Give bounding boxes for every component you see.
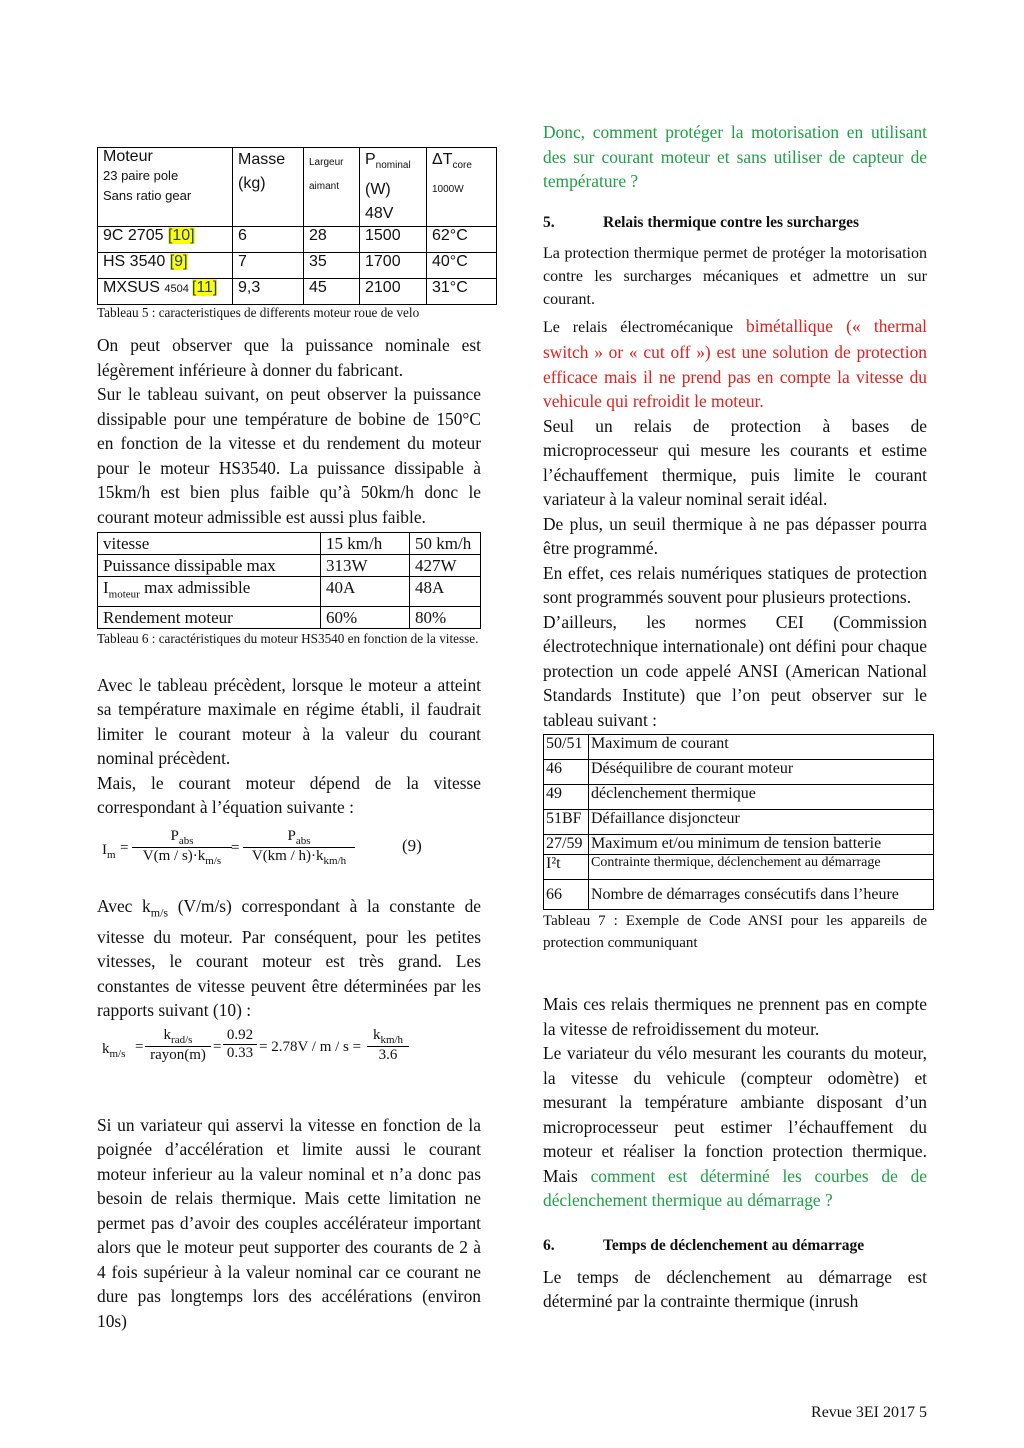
table-cell: 27/59 (544, 835, 589, 855)
equation-number: (9) (402, 835, 422, 855)
eq-lhs: k (102, 1040, 110, 1057)
text: Le relais électromécanique (543, 318, 746, 336)
eq-sign: = (231, 839, 240, 856)
text-sub: m/s (150, 905, 169, 920)
numerator: k (163, 1026, 172, 1043)
header-p: P (365, 151, 376, 168)
table-row (98, 577, 481, 606)
table-header-cell (304, 148, 360, 227)
paragraph (543, 314, 927, 414)
fraction (223, 1027, 257, 1062)
table-cell: Puissance dissipable max (98, 555, 321, 577)
header-masse: Masse (238, 151, 286, 168)
table-7 (543, 734, 934, 910)
table-cell: 46 (544, 760, 589, 785)
left-column (97, 120, 481, 1333)
table-cell: 45 (304, 279, 360, 305)
highlight-text-green: comment est déterminé les courbes de de déclenchement thermique au démarrage ? (543, 1165, 927, 1210)
paragraph (543, 1041, 927, 1213)
table-row (98, 533, 481, 555)
numerator: P (170, 827, 179, 844)
paragraph: Mais ces relais thermiques ne prennent pas en compte la vitesse de refroidissement du moteur. (543, 994, 927, 1039)
table-cell: 50 km/h (410, 533, 481, 555)
motor-name-small: 4504 (164, 283, 192, 296)
eq-sign: = (120, 839, 129, 856)
fraction (367, 1027, 409, 1064)
paragraph: Seul un relais de protection à bases de microprocesseur qui mesure les courants et estime l’échauffement thermique, puis limite le courant variateur à la valeur nominal serait idéal. (543, 415, 927, 509)
table-cell: 31°C (427, 279, 497, 305)
table-row (98, 253, 497, 279)
eq-lhs-sub: m/s (109, 1047, 126, 1060)
table-row (544, 855, 934, 880)
paragraph: En effet, ces relais numériques statiques de protection sont programmés souvent pour plusieurs protections. (543, 562, 927, 607)
table-cell: 2100 (360, 279, 427, 305)
table-cell: 50/51 (544, 735, 589, 760)
table-cell: 427W (410, 555, 481, 577)
table-header-cell (360, 148, 427, 227)
header-aimant: aimant (309, 181, 340, 192)
section-5-heading (543, 214, 927, 232)
table-row (98, 148, 497, 227)
text: Le variateur du vélo mesurant les courants du moteur, la vitesse du vehicule (compteur odomètre) et mesurant la température ambiante disposant d’un microprocesseur peut estimer l’échauffement du moteur et réaliser la fonction protection thermique. Mais (543, 1043, 927, 1186)
denominator: 3.6 (378, 1046, 398, 1063)
table-cell: 48A (410, 577, 481, 606)
header-dt-sub: core (452, 160, 472, 172)
motor-name: 9C 2705 (103, 227, 168, 245)
table-cell: Défaillance disjoncteur (589, 810, 934, 835)
label-i: I (103, 578, 109, 598)
label-i-sub: moteur (108, 588, 140, 601)
table-cell: 313W (321, 555, 410, 577)
page-footer: Revue 3EI 2017 5 (811, 1404, 927, 1421)
eq-lhs: I (102, 841, 107, 858)
denominator: V(km / h)·k (251, 847, 324, 864)
table-cell (98, 279, 233, 305)
paragraph: Avec le tableau précèdent, lorsque le moteur a atteint sa température maximale en régime établi, il faudrait limiter le courant moteur à la valeur du courant nominal précèdent. (97, 674, 481, 769)
table-cell (98, 577, 321, 606)
denominator-sub: m/s (205, 854, 222, 867)
text: Avec k (97, 895, 151, 916)
table-cell (98, 227, 233, 253)
table-cell: 1500 (360, 227, 427, 253)
eq-sign: = (135, 1038, 144, 1055)
table-row (98, 555, 481, 577)
numerator: k (372, 1026, 381, 1043)
header-dt: ΔT (432, 151, 453, 168)
header-moteur-sub: 23 paire pole (103, 168, 179, 183)
label-rest: max admissible (139, 578, 251, 598)
section-title: Relais thermique contre les surcharges (603, 213, 859, 231)
section-6-heading (543, 1237, 927, 1255)
table-5 (97, 147, 497, 305)
paragraph: De plus, un seuil thermique à ne pas dépasser pourra être programmé. (543, 513, 927, 558)
paragraph: On peut observer que la puissance nominale est légèrement inférieure à donner du fabricant. (97, 335, 481, 380)
table-7-caption: Tableau 7 : Exemple de Code ANSI pour les appareils de protection communiquant (543, 913, 927, 951)
header-p-sub: nominal (375, 160, 411, 172)
fraction (132, 828, 232, 867)
highlight-text-red: bimétallique (« thermal switch » or « cut off ») est une solution de protection efficace mais il ne prend pas en compte la vitesse du vehicule qui refroidit le moteur. (543, 315, 927, 411)
paragraph: La protection thermique permet de protéger la motorisation contre les surcharges mécaniques et admettre un sur courant. (543, 244, 927, 308)
table-cell: Maximum et/ou minimum de tension batterie (589, 835, 934, 855)
citation-ref[interactable]: [11] (191, 279, 218, 297)
table-row (544, 810, 934, 835)
table-header-cell (233, 148, 304, 227)
paragraph: Sur le tableau suivant, on peut observer la puissance dissipable pour une température de bobine de 150°C en fonction de la vitesse et du rendement du moteur pour le moteur HS3540. La puissance dissipable à 15km/h est bien plus faible qu’à 50km/h donc le courant moteur admissible est aussi plus faible. (97, 384, 481, 527)
right-column (543, 120, 927, 1314)
fraction (145, 1027, 211, 1064)
table-header-cell (98, 148, 233, 227)
table-cell: 49 (544, 785, 589, 810)
table-cell: 51BF (544, 810, 589, 835)
table-cell: 7 (233, 253, 304, 279)
table-cell: 40A (321, 577, 410, 606)
numerator-sub: rad/s (171, 1033, 193, 1046)
header-moteur-sub: Sans ratio gear (103, 188, 192, 203)
header-largeur: Largeur (309, 157, 344, 168)
header-dt-unit: 1000W (432, 184, 464, 196)
table-cell: 80% (410, 606, 481, 628)
table-cell: 9,3 (233, 279, 304, 305)
fraction (243, 828, 355, 867)
numerator: P (287, 827, 296, 844)
paragraph: Si un variateur qui asservi la vitesse en fonction de la poignée d’accélération et limite aussi le courant moteur inferieur au la valeur nominal et n’a donc pas besoin de relais thermique. Mais cette limitation ne permet pas d’avoir des couples accélérateur important alors que le moteur peut supporter des courants de 2 à 4 fois supérieur à la valeur nominal car ce courant ne dure pas longtemps lors des accélérations (environ 10s) (97, 1114, 481, 1331)
header-masse-unit: (kg) (238, 175, 266, 192)
table-cell: 60% (321, 606, 410, 628)
table-row (98, 279, 497, 305)
table-row (98, 606, 481, 628)
table-cell: Nombre de démarrages consécutifs dans l’heure (589, 880, 934, 910)
table-row (98, 227, 497, 253)
table-header-cell (427, 148, 497, 227)
table-cell: 1700 (360, 253, 427, 279)
paragraph: Mais, le courant moteur dépend de la vitesse correspondant à l’équation suivante : (97, 772, 481, 818)
table-cell: Rendement moteur (98, 606, 321, 628)
table-row (544, 880, 934, 910)
eq-middle: = 2.78V / m / s = (259, 1038, 362, 1055)
table-6-caption: Tableau 6 : caractéristiques du moteur HS3540 en fonction de la vitesse. (97, 630, 479, 646)
paragraph (97, 894, 481, 1023)
paragraph: Le temps de déclenchement au démarrage est déterminé par la contrainte thermique (inrush (543, 1266, 927, 1311)
table-cell: Déséquilibre de courant moteur (589, 760, 934, 785)
table-row (544, 835, 934, 855)
denominator: V(m / s)·k (142, 847, 206, 864)
table-cell: 28 (304, 227, 360, 253)
table-cell: Contrainte thermique, déclenchement au démarrage (589, 855, 934, 880)
table-6 (97, 532, 481, 628)
citation-ref[interactable]: [10] (167, 227, 195, 245)
numerator-sub: abs (295, 834, 311, 847)
numerator-sub: km/h (380, 1033, 404, 1046)
table-5-caption: Tableau 5 : caracteristiques de differents moteur roue de velo (97, 305, 420, 321)
eq-lhs-sub: m (107, 848, 116, 861)
numerator: 0.92 (223, 1027, 257, 1045)
table-cell: Maximum de courant (589, 735, 934, 760)
section-title: Temps de déclenchement au démarrage (603, 1236, 865, 1254)
table-cell: 66 (544, 880, 589, 910)
table-row (544, 735, 934, 760)
section-number: 6. (543, 1236, 555, 1254)
numerator-sub: abs (178, 834, 194, 847)
table-cell (98, 253, 233, 279)
equation-9 (97, 828, 481, 886)
table-cell: 35 (304, 253, 360, 279)
question-paragraph: Donc, comment protéger la motorisation en utilisant des sur courant moteur et sans utiliser de capteur de température ? (543, 122, 927, 191)
table-row (544, 785, 934, 810)
header-moteur: Moteur (103, 148, 153, 165)
denominator-sub: km/h (323, 854, 347, 867)
motor-name: MXSUS (103, 279, 165, 297)
table-cell: déclenchement thermique (589, 785, 934, 810)
motor-name: HS 3540 (103, 253, 170, 271)
table-cell: 62°C (427, 227, 497, 253)
table-cell: 40°C (427, 253, 497, 279)
table-cell: 15 km/h (321, 533, 410, 555)
paragraph: D’ailleurs, les normes CEI (Commission électrotechnique internationale) ont défini pour chaque protection un code appelé ANSI (American National Standards Institute) que l’on peut observer sur le tableau suivant : (543, 611, 927, 730)
equation-10 (97, 1027, 481, 1091)
table-cell: I²t (544, 855, 589, 880)
text: (V/m/s) correspondant à la constante de vitesse du moteur. Par conséquent, pour les petites vitesses, le courant moteur est très grand. Les constantes de vitesse peuvent être déterminées par les rapports suivant (10) : (97, 895, 481, 1021)
table-cell: vitesse (98, 533, 321, 555)
header-p-unit: (W) 48V (365, 181, 394, 223)
denominator: 0.33 (226, 1044, 254, 1061)
table-cell: 6 (233, 227, 304, 253)
section-number: 5. (543, 213, 555, 231)
citation-ref[interactable]: [9] (169, 253, 188, 271)
eq-sign: = (213, 1038, 222, 1055)
denominator: rayon(m) (150, 1046, 206, 1063)
table-row (544, 760, 934, 785)
